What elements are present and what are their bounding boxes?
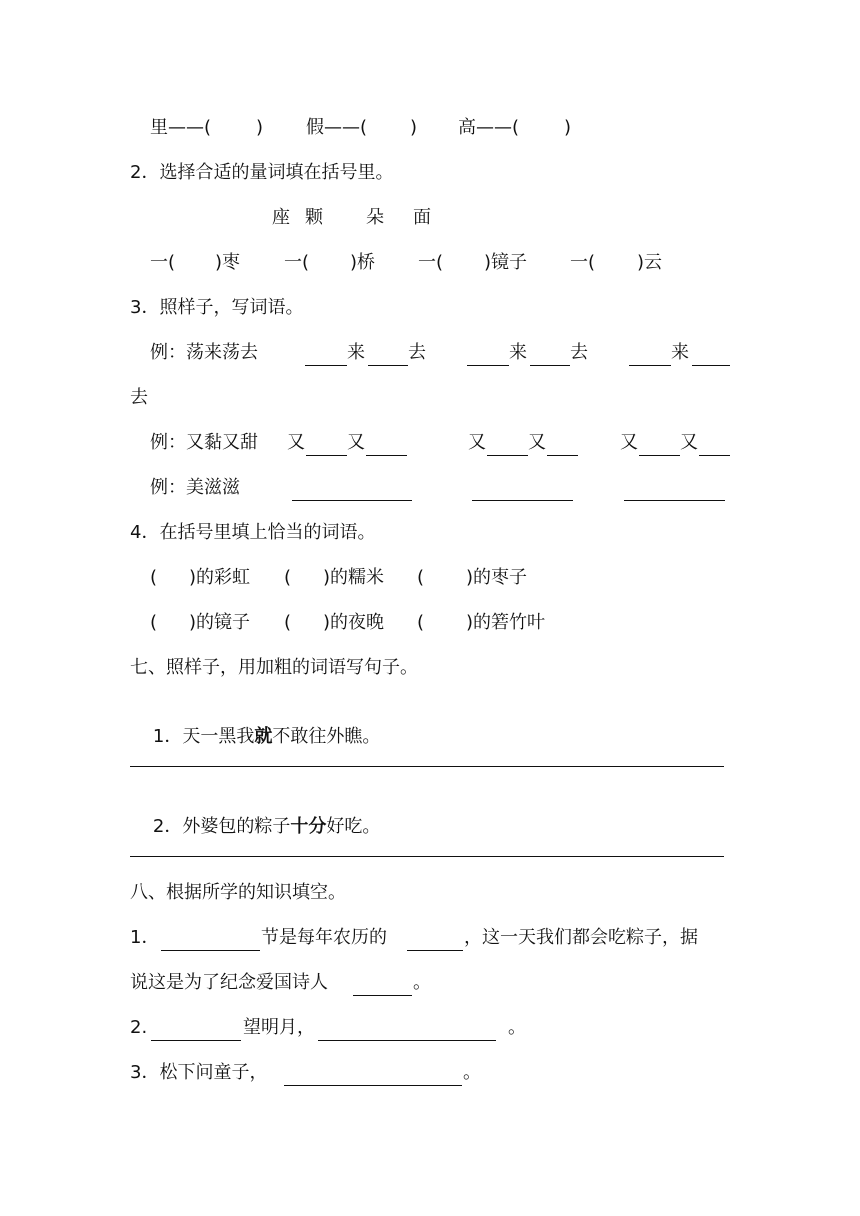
text: 来 [671,342,689,363]
text: 去 [570,342,588,363]
text: 又 [347,432,365,453]
answer-line[interactable] [130,856,724,857]
text: )桥 [350,252,376,273]
bold-word: 就 [254,726,273,747]
text: ( [284,567,292,588]
text: )的箬竹叶 [466,612,546,633]
blank-line[interactable] [284,1085,462,1086]
text: 又 [287,432,305,453]
section-8-title: 八、根据所学的知识填空。 [130,882,346,903]
word: 面 [413,207,431,228]
text: ( [150,612,158,633]
text: 2．外婆包的粽子 [152,816,291,837]
section-7-q2 [130,791,380,863]
text: 里——( [150,117,212,138]
blank-line[interactable] [366,455,407,456]
blank-line[interactable] [467,365,509,366]
text: ) [256,117,264,138]
text: ( [150,567,158,588]
blank-line[interactable] [305,365,347,366]
section-7-title: 七、照样子，用加粗的词语写句子。 [130,657,418,678]
text: ( [417,567,425,588]
text: 不敢往外瞧。 [272,726,381,747]
text: 假——( [306,117,368,138]
blank-line[interactable] [629,365,671,366]
text: ( [417,612,425,633]
text: )的夜晚 [323,612,385,633]
text: 来 [509,342,527,363]
text: )枣 [215,252,241,273]
text: 好吃。 [326,816,381,837]
blank-line[interactable] [692,365,730,366]
text: 又 [468,432,486,453]
text: 节是每年农历的 [261,927,387,948]
word: 颗 [305,207,323,228]
text: )的糯米 [323,567,385,588]
text: 一( [150,252,176,273]
text: )镜子 [484,252,528,273]
question-4: 4．在括号里填上恰当的词语。 [130,522,376,543]
question-2: 2．选择合适的量词填在括号里。 [130,162,394,183]
text: )的枣子 [466,567,528,588]
blank-line[interactable] [151,1040,241,1041]
text: 例：又黏又甜 [150,432,258,453]
text: 1． [130,927,160,948]
text: 例：美滋滋 [150,477,240,498]
text: 一( [418,252,444,273]
blank-line[interactable] [639,455,680,456]
bold-word: 十分 [290,816,327,837]
blank-line[interactable] [487,455,528,456]
text: ( [284,612,292,633]
blank-line[interactable] [472,500,573,501]
blank-line[interactable] [624,500,725,501]
text: )的彩虹 [189,567,251,588]
word: 座 [272,207,290,228]
blank-line[interactable] [353,995,412,996]
text: 来 [347,342,365,363]
text: 例：荡来荡去 [150,342,258,363]
text: 。 [508,1017,526,1038]
blank-line[interactable] [407,950,463,951]
answer-line[interactable] [130,766,724,767]
blank-line[interactable] [306,455,347,456]
blank-line[interactable] [368,365,408,366]
text: 说这是为了纪念爱国诗人 [130,972,328,993]
text: 2. [130,1017,148,1038]
text: )云 [637,252,663,273]
text: ) [564,117,572,138]
text: 3．松下问童子， [130,1062,268,1083]
section-7-q1 [130,701,380,773]
blank-line[interactable] [699,455,730,456]
text: ) [410,117,418,138]
text: 一( [284,252,310,273]
text: 又 [620,432,638,453]
text: ，这一天我们都会吃粽子，据 [464,927,698,948]
text: 又 [680,432,698,453]
blank-line[interactable] [318,1040,496,1041]
blank-line[interactable] [161,950,260,951]
text: 去 [130,387,148,408]
text: )的镜子 [189,612,251,633]
word: 朵 [366,207,384,228]
text: 。 [463,1062,481,1083]
text: 望明月， [243,1017,315,1038]
text: 去 [408,342,426,363]
text: 一( [570,252,596,273]
text: 1．天一黑我 [152,726,255,747]
blank-line[interactable] [292,500,412,501]
text: 。 [413,972,431,993]
question-3: 3．照样子，写词语。 [130,297,304,318]
text: 高——( [458,117,520,138]
text: 又 [528,432,546,453]
blank-line[interactable] [547,455,578,456]
blank-line[interactable] [530,365,570,366]
